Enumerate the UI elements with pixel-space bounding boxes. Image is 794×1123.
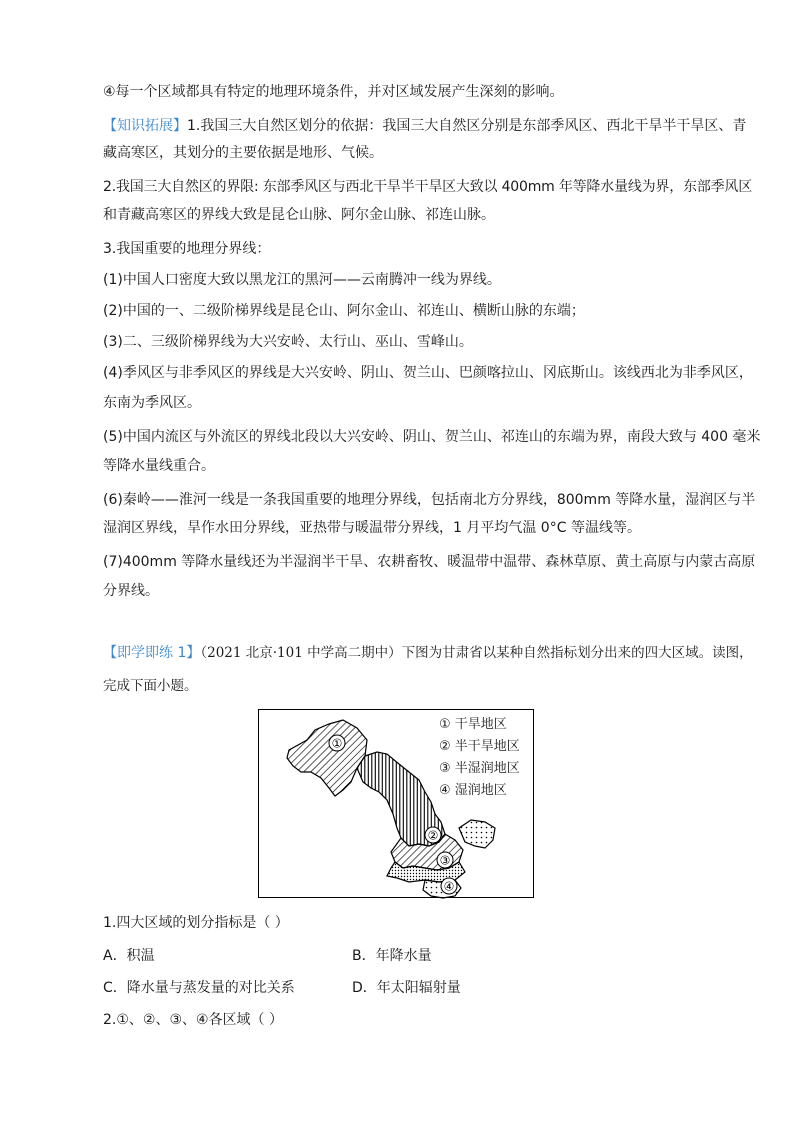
region-label-1 <box>329 735 345 751</box>
boundary-item-2: (2)中国的一、二级阶梯界线是昆仑山、阿尔金山、祁连山、横断山脉的东端； <box>103 303 585 319</box>
q1-option-d[interactable]: D．年太阳辐射量 <box>352 980 461 996</box>
knowledge-para-1-line-1 <box>103 116 746 136</box>
boundary-item-3: (3)二、三级阶梯界线为大兴安岭、太行山、巫山、雪峰山。 <box>103 334 473 350</box>
knowledge-item-4: ④每一个区域都具有特定的地理环境条件，并对区域发展产生深刻的影响。 <box>103 84 564 100</box>
svg-text:②: ② <box>427 828 439 843</box>
legend-humid: ④ 湿润地区 <box>439 783 507 798</box>
knowledge-para-3: 3.我国重要的地理分界线： <box>103 241 271 257</box>
question-2: 2.①、②、③、④各区域（ ） <box>103 1012 284 1028</box>
boundary-item-6-line-1: (6)秦岭——淮河一线是一条我国重要的地理分界线，包括南北方分界线，800mm 等降水量，湿润区与半 <box>103 492 756 508</box>
exercise-intro: 下图为甘肃省以某种自然指标划分出来的四大区域。读图， <box>401 645 753 661</box>
boundary-item-5-line-1: (5)中国内流区与外流区的界线北段以大兴安岭、阴山、贺兰山、祁连山的东端为界，南段大致与 400 毫米 <box>103 429 761 445</box>
boundary-item-7-line-2: 分界线。 <box>103 583 159 599</box>
exercise-header-line-2: 完成下面小题。 <box>103 678 198 694</box>
knowledge-para-1-line-2: 藏高寒区，其划分的主要依据是地形、气候。 <box>103 145 383 161</box>
region-arid <box>287 720 367 796</box>
exercise-source: （2021 北京·101 中学高二期中） <box>200 645 402 661</box>
exercise-header-line-1 <box>103 643 753 663</box>
region-label-2 <box>425 827 441 843</box>
region-east-patch <box>459 820 495 848</box>
region-label-4 <box>441 878 457 894</box>
legend-semi-humid: ③ 半湿润地区 <box>439 761 520 776</box>
knowledge-tag: 【知识拓展】 <box>103 118 187 134</box>
question-1: 1.四大区域的划分指标是（ ） <box>103 915 289 931</box>
boundary-item-1: (1)中国人口密度大致以黑龙江的黑河——云南腾冲一线为界线。 <box>103 272 501 288</box>
boundary-item-4-line-2: 东南为季风区。 <box>103 395 201 411</box>
knowledge-para-2-line-1: 2.我国三大自然区的界限: 东部季风区与西北干旱半干旱区大致以 400mm 年等降水量线为界，东部季风区 <box>103 179 753 195</box>
boundary-item-6-line-2: 湿润区界线，旱作水田分界线，亚热带与暖温带分界线，1 月平均气温 0°C 等温线等。 <box>103 520 641 536</box>
gansu-region-map <box>258 709 534 898</box>
q1-option-a[interactable]: A．积温 <box>103 948 155 964</box>
q1-option-b[interactable]: B．年降水量 <box>352 948 432 964</box>
boundary-item-5-line-2: 等降水量线重合。 <box>103 458 215 474</box>
legend-arid: ① 干旱地区 <box>439 717 507 732</box>
svg-text:③: ③ <box>439 853 451 868</box>
svg-text:①: ① <box>331 736 343 751</box>
knowledge-para-1-text: 1.我国三大自然区划分的依据：我国三大自然区分别是东部季风区、西北干旱半干旱区、青 <box>187 118 747 134</box>
legend-semi-arid: ② 半干旱地区 <box>439 739 520 754</box>
q1-option-c[interactable]: C．降水量与蒸发量的对比关系 <box>103 980 295 996</box>
exercise-tag: 【即学即练 1】 <box>103 645 201 661</box>
map-legend <box>439 714 520 802</box>
boundary-item-4-line-1: (4)季风区与非季风区的界线是大兴安岭、阴山、贺兰山、巴颜喀拉山、冈底斯山。该线西北为非季风区， <box>103 365 753 381</box>
knowledge-para-2-line-2: 和青藏高寒区的界线大致是昆仑山脉、阿尔金山脉、祁连山脉。 <box>103 207 495 223</box>
region-label-3 <box>437 852 453 868</box>
boundary-item-7-line-1: (7)400mm 等降水量线还为半湿润半干旱、农耕畜牧、暖温带中温带、森林草原、黄土高原与内蒙古高原 <box>103 554 756 570</box>
svg-text:④: ④ <box>443 879 455 894</box>
